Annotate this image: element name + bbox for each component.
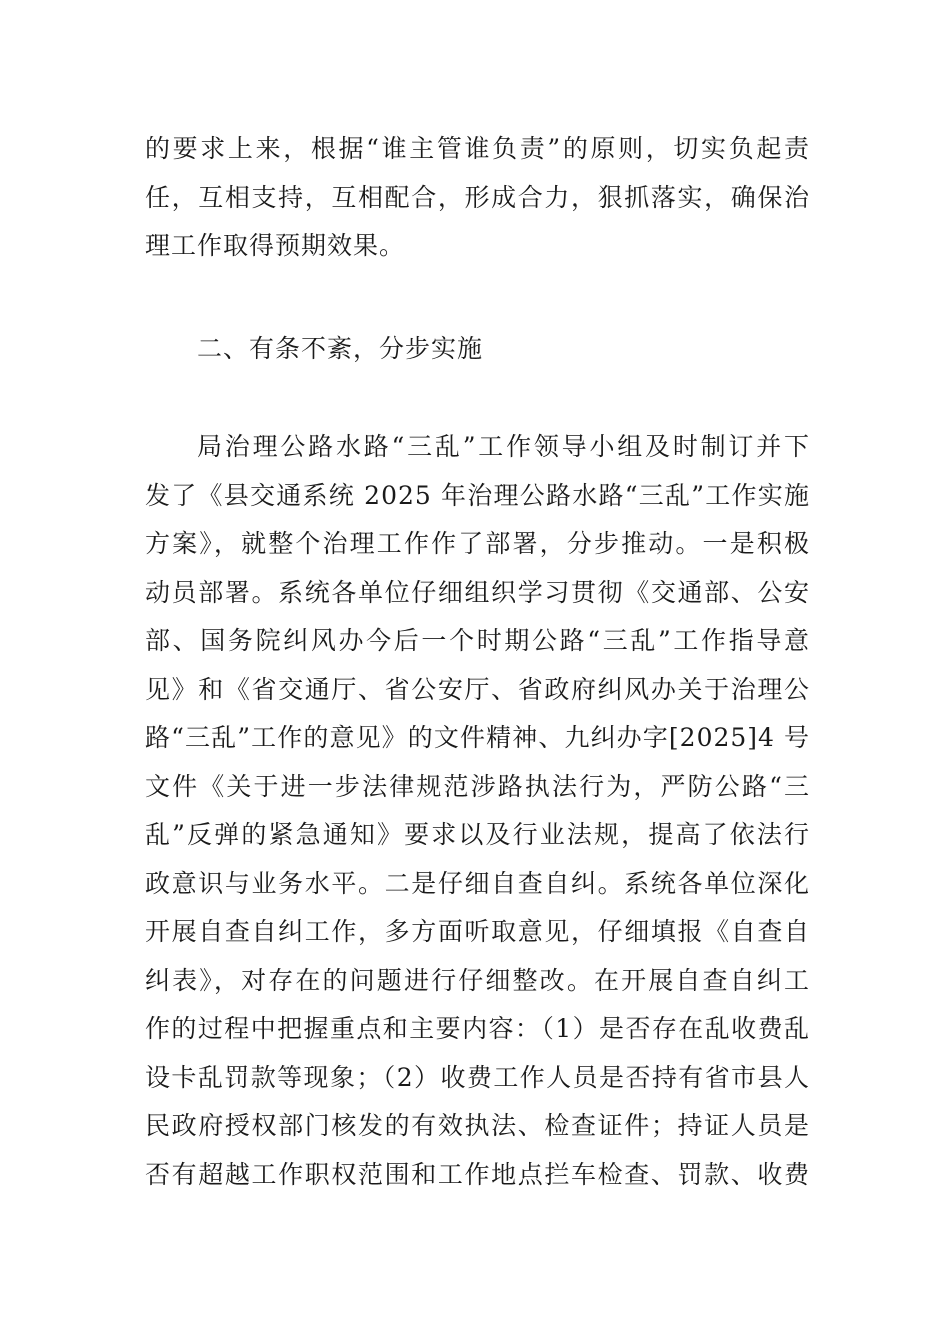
paragraph-body <box>145 423 810 1199</box>
text-line: 路“三乱”工作的意见》的文件精神、九纠办字[2025]4 号 <box>145 723 810 752</box>
section-heading <box>145 325 810 374</box>
text-line: 否有超越工作职权范围和工作地点拦车检查、罚款、收费 <box>145 1159 810 1189</box>
text-line: 民政府授权部门核发的有效执法、检查证件；持证人员是 <box>145 1111 810 1140</box>
text-line: 文件《关于进一步法律规范涉路执法行为，严防公路“三 <box>145 771 810 801</box>
text-line: 开展自查自纠工作，多方面听取意见，仔细填报《自查自 <box>145 917 810 946</box>
text-line: 局治理公路水路“三乱”工作领导小组及时制订并下 <box>197 432 810 461</box>
text-line: 纠表》，对存在的问题进行仔细整改。在开展自查自纠工 <box>145 965 810 995</box>
section-heading-text: 二、有条不紊，分步实施 <box>197 334 484 363</box>
paragraph-continuation <box>145 125 810 271</box>
text-line: 方案》，就整个治理工作作了部署，分步推动。一是积极 <box>145 529 810 558</box>
text-line: 部、国务院纠风办今后一个时期公路“三乱”工作指导意 <box>145 626 810 655</box>
text-line: 的要求上来，根据“谁主管谁负责”的原则，切实负起责 <box>145 134 810 163</box>
text-line: 动员部署。系统各单位仔细组织学习贯彻《交通部、公安 <box>145 577 810 607</box>
text-line: 政意识与业务水平。二是仔细自查自纠。系统各单位深化 <box>145 868 810 898</box>
text-line: 发了《县交通系统 2025 年治理公路水路“三乱”工作实施 <box>145 480 810 510</box>
text-line: 作的过程中把握重点和主要内容：（1）是否存在乱收费乱 <box>145 1014 810 1043</box>
text-line: 见》和《省交通厅、省公安厅、省政府纠风办关于治理公 <box>145 674 810 704</box>
text-line: 任，互相支持，互相配合，形成合力，狠抓落实，确保治 <box>145 182 810 212</box>
text-line: 乱”反弹的紧急通知》要求以及行业法规，提高了依法行 <box>145 820 810 849</box>
text-line: 理工作取得预期效果。 <box>145 231 406 260</box>
text-line: 设卡乱罚款等现象；（2）收费工作人员是否持有省市县人 <box>145 1062 810 1092</box>
